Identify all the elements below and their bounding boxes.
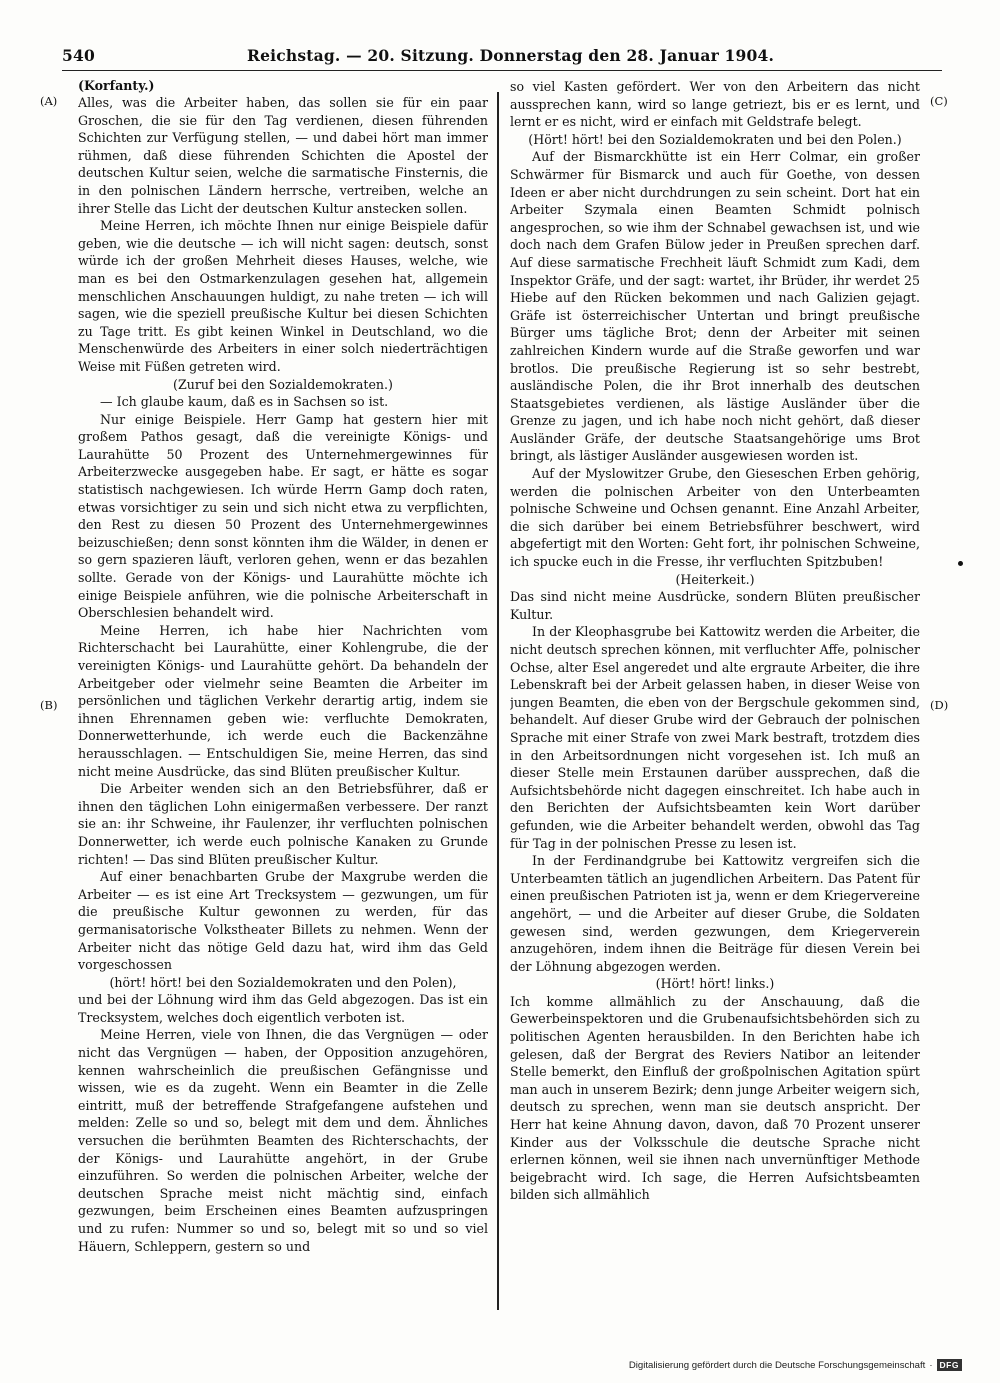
right-column xyxy=(510,78,920,1298)
interjection: (Hört! hört! links.) xyxy=(655,976,775,992)
paragraph: Die Arbeiter wenden sich an den Betriebsführer, daß er ihnen den täglichen Lohn einigermaßen verbessere. Der ranzt sie an: ihr Schweine, ihr Faulenzer, ihr verfluchten polnischen Donnerwetter, ich werde euch polnische Kanaken zu Grunde richten! — Das sind Blüten preußischer Kultur. xyxy=(78,781,488,867)
paragraph: Nur einige Beispiele. Herr Gamp hat gestern hier mit großem Pathos gesagt, daß die vereinigte Königs- und Laurahütte 50 Prozent des Unternehmergewinnes für Arbeiterzwecke ausgegeben habe. Er sagt, er hätte es sogar statistisch nachgewiesen. Ich würde Herrn Gamp doch raten, etwas vorsichtiger zu sein und sich nicht etwa zu verpflichten, den Rest zu diesen 50 Prozent des Unternehmergewinnes beizuschießen; denn sonst könnten ihm die Wälder, in denen er so gern spazieren läuft, verloren gehen, wenn er das bezahlen sollte. Gerade von der Königs- und Laurahütte möchte ich einige Beispiele anführen, wie die polnische Arbeiterschaft in Oberschlesien behandelt wird. xyxy=(78,411,488,621)
speaker-name: (Korfanty.) xyxy=(78,78,155,93)
paragraph: In der Ferdinandgrube bei Kattowitz vergreifen sich die Unterbeamten tätlich an jugendlichen Arbeitern. Das Patent für einen preußischen Patrioten ist ja, wenn er dem Kriegervereine angehört, — und die Arbeiter auf dieser Grube, die Soldaten gewesen sind, werden gezwungen, dem Kriegerverein anzugehören, indem ihnen die Beiträge für diesen Verein bei der Löhnung abgezogen werden. xyxy=(510,853,920,974)
left-column-body xyxy=(78,94,488,1255)
page-header xyxy=(62,46,942,70)
footer-credit: Digitalisierung gefördert durch die Deutsche Forschungsgemeinschaft xyxy=(628,1359,926,1371)
margin-dot xyxy=(958,561,963,566)
interjection: (Hört! hört! bei den Sozialdemokraten und bei den Polen.) xyxy=(528,131,902,147)
margin-mark-b: (B) xyxy=(40,698,58,712)
paragraph: In der Kleophasgrube bei Kattowitz werden die Arbeiter, die nicht deutsch sprechen können, mit verfluchter Affe, polnischer Ochse, alter Esel angeredet und alte ergraute Arbeiter, die ihre Lebenskraft bei der Arbeit gelassen haben, in dieser Weise von jungen Beamten, die eben von der Bergschule gekommen sind, behandelt. Auf dieser Grube wird der Gebrauch der polnischen Sprache mit einer Strafe von zwei Mark bestraft, trotzdem dies in den Arbeitsordnungen nicht vorgesehen ist. Ich muß an dieser Stelle mein Erstaunen darüber aussprechen, daß die Aufsichtsbehörde nicht dagegen einschreitet. Ich habe auch in den Berichten der Aufsichtsbeamten kein Wort darüber gefunden, wie die Arbeiter behandelt werden, obwohl das Tag für Tag in der polnischen Presse zu lesen ist. xyxy=(510,624,920,851)
paragraph: Alles, was die Arbeiter haben, das sollen sie für ein paar Groschen, die sie für den Tag verdienen, diesen führenden Schichten zur Verfügung stellen, — und dabei hört man immer rühmen, daß diese führenden Schichten die Apostel der deutschen Kultur seien, welche die sarmatische Finsternis, die in den polnischen Ländern herrsche, vertreiben, welche an ihrer Stelle das Licht der deutschen Kultur anstecken sollen. xyxy=(78,95,488,216)
header-rule xyxy=(62,70,942,71)
paragraph: Auf der Bismarckhütte ist ein Herr Colmar, ein großer Schwärmer für Bismarck und auch für Goethe, von dessen Ideen er aber nicht durchdrungen zu sein scheint. Dort hat ein Arbeiter Szymala einen Beamten Schmidt polnisch angesprochen, so wie ihm der Schnabel gewachsen ist, und wie doch nach dem Grafen Bülow jeder in Preußen sprechen darf. Auf diese sarmatische Frechheit läuft Schmidt zum Kadi, dem Inspektor Gräfe, und der sagt: wartet, ihr Brüder, ihr werdet 25 Hiebe auf den Rücken bekommen und nach Galizien gejagt. Gräfe ist österreichischer Untertan und bringt preußische Bürger ums tägliche Brot; denn der Arbeiter mit seinen zahlreichen Kindern wurde auf die Straße geworfen und war brotlos. Die preußische Regierung ist so sehr bestrebt, ausländische Polen, die ihr Brot innerhalb des deutschen Staatsgebietes verdienen, als lästige Ausländer über die Grenze zu jagen, und ich habe noch nicht gehört, daß dieser Ausländer Gräfe, der deutsche Staatsangehörige ums Brot bringt, als lästiger Ausländer ausgewiesen worden ist. xyxy=(510,149,920,464)
page-number: 540 xyxy=(62,46,95,65)
paragraph: — Ich glaube kaum, daß es in Sachsen so ist. xyxy=(100,394,389,410)
paragraph: so viel Kasten gefördert. Wer von den Arbeitern das nicht aussprechen kann, wird so lange getriezt, bis er es lernt, und lernt er es nicht, wird er einfach mit Geldstrafe belegt. xyxy=(510,79,920,130)
right-column-body xyxy=(510,78,920,1204)
running-head: Reichstag. — 20. Sitzung. Donnerstag den 28. Januar 1904. xyxy=(247,46,775,65)
paragraph: Meine Herren, ich möchte Ihnen nur einige Beispiele dafür geben, wie die deutsche — ich will nicht sagen: deutsch, sonst würde ich der großen Mehrheit dieses Hauses, welche, wie man es bei den Ostmarkenzulagen gesehen hat, allgemein menschlichen Anschauungen huldigt, zu nahe treten — ich will sagen, wie die speziell preußische Kultur bei diesen Schichten zu Tage tritt. Es gibt keinen Winkel in Deutschland, wo die Menschenwürde des Arbeiters in einer solch niederträchtigen Weise mit Füßen getreten wird. xyxy=(78,218,488,374)
dfg-logo: DFG xyxy=(937,1359,962,1371)
paragraph: Ich komme allmählich zu der Anschauung, daß die Gewerbeinspektoren und die Grubenaufsichtsbehörden sich zu politischen Agenten herausbilden. In den Berichten habe ich gelesen, daß der Bergrat des Reviers Natibor an leitender Stelle bemerkt, den Einfluß der großpolnischen Agitation spürt man auch in unserem Bezirk; denn junge Arbeiter weigern sich, deutsch zu sprechen, wenn man sie deutsch anspricht. Der Herr hat keine Ahnung davon, davon, daß 70 Prozent unserer Kinder aus der Volksschule die deutsche Sprache nicht erlernen können, weil sie ihnen nach unvernünftiger Methode beigebracht wird. Ich sage, die Herren Aufsichtsbeamten bilden sich allmählich xyxy=(510,993,920,1203)
column-divider xyxy=(497,92,499,1310)
paragraph: Auf einer benachbarten Grube der Maxgrube werden die Arbeiter — es ist eine Art Trecksystem — gezwungen, um für die preußische Kultur gewonnen zu werden, für das germanisatorische Volkstheater Billets zu nehmen. Wenn der Arbeiter nicht das nötige Geld dazu hat, wird ihm das Geld vorgeschossen xyxy=(78,869,488,973)
margin-mark-c: (C) xyxy=(930,94,948,108)
paragraph: Auf der Myslowitzer Grube, den Gieseschen Erben gehörig, werden die polnischen Arbeiter von den Unterbeamten polnische Schweine und Ochsen genannt. Eine Anzahl Arbeiter, die sich darüber bei einem Betriebsführer beschwert, wird abgefertigt mit den Worten: Geht fort, ihr polnischen Schweine, ich spucke euch in die Fresse, ihr verfluchten Spitzbuben! xyxy=(510,466,920,570)
paragraph: Das sind nicht meine Ausdrücke, sondern Blüten preußischer Kultur. xyxy=(510,589,920,622)
paragraph: und bei der Löhnung wird ihm das Geld abgezogen. Das ist ein Trecksystem, welches doch eigentlich verboten ist. xyxy=(78,992,488,1025)
interjection: (hört! hört! bei den Sozialdemokraten und den Polen), xyxy=(109,974,457,990)
paragraph: Meine Herren, viele von Ihnen, die das Vergnügen — oder nicht das Vergnügen — haben, der Opposition anzugehören, kennen wahrscheinlich die preußischen Gefängnisse und wissen, wie es da zugeht. Wenn ein Beamter in die Zelle eintritt, muß der betreffende Strafgefangene aufstehen und melden: Zelle so und so, belegt mit dem und dem. Ähnliches versuchen die berühmten Beamten des Richterschachts, der der Königs- und Laurahütte angehört, in der Grube einzuführen. So werden die polnischen Arbeiter, welche der deutschen Sprache meist nicht mächtig sind, einfach gezwungen, beim Erscheinen eines Beamten aufzuspringen und zu rufen: Nummer so und so, belegt mit so und so viel Häuern, Schleppern, gestern so und xyxy=(78,1027,488,1254)
paragraph: Meine Herren, ich habe hier Nachrichten vom Richterschacht bei Laurahütte, einer Kohlengrube, die der vereinigten Königs- und Laurahütte gehört. Da behandeln der Arbeitgeber oder vielmehr seine Beamten die Arbeiter im persönlichen und täglichen Verkehr derartig artig, indem sie ihnen Ehrennamen geben wie: verfluchte Demokraten, Donnerwetterhunde, ich werde euch die Backenzähne herausschlagen. — Entschuldigen Sie, meine Herren, das sind nicht meine Ausdrücke, das sind Blüten preußischer Kultur. xyxy=(78,622,488,779)
left-column xyxy=(78,78,488,1298)
interjection: (Heiterkeit.) xyxy=(675,571,755,587)
margin-mark-a: (A) xyxy=(40,94,58,108)
footer: Digitalisierung gefördert durch die Deutsche Forschungsgemeinschaft · DFG xyxy=(629,1356,962,1374)
interjection: (Zuruf bei den Sozialdemokraten.) xyxy=(173,376,393,392)
margin-mark-d: (D) xyxy=(930,698,949,712)
